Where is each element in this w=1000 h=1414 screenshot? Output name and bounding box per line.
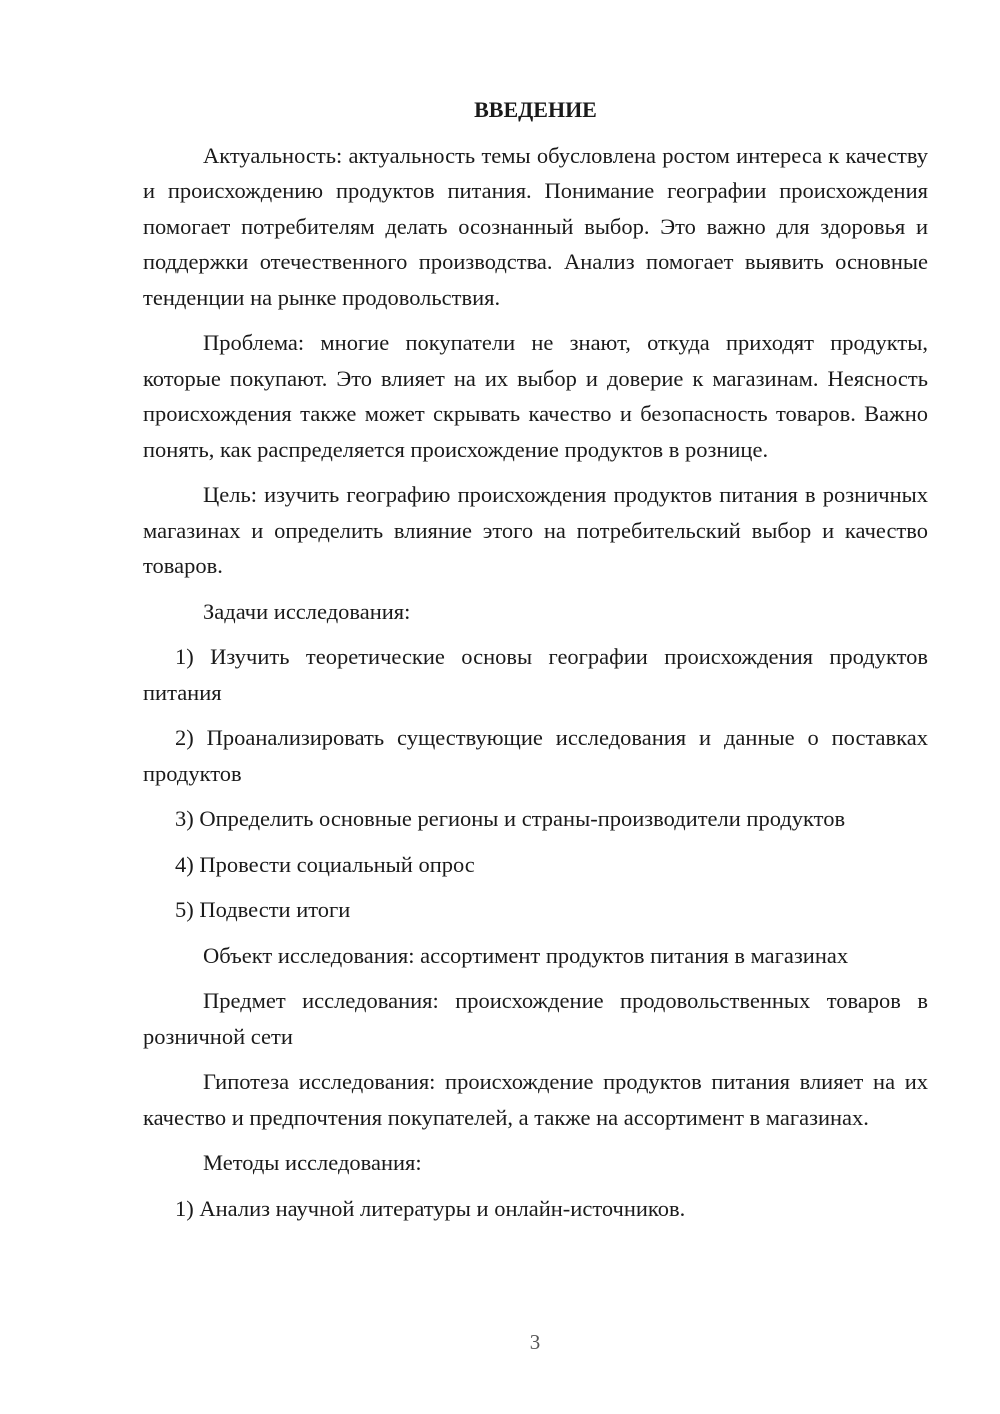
- task-item-4: 4) Провести социальный опрос: [175, 851, 475, 877]
- research-subject: Предмет исследования: происхождение продовольственных товаров в розничной сети: [143, 988, 928, 1049]
- paragraph-relevance: Актуальность: актуальность темы обусловлена ростом интереса к качеству и происхождению продуктов питания. Понимание географии происхождения помогает потребителям делать осознанный выбор. Это важно для здоровья и поддержки отечественного производства. Анализ помогает выявить основные тенденции на рынке продовольствия.: [143, 142, 928, 310]
- paragraph-problem: Проблема: многие покупатели не знают, откуда приходят продукты, которые покупают. Это влияет на их выбор и доверие к магазинам. Неясность происхождения также может скрывать качество и безопасность товаров. Важно понять, как распределяется происхождение продуктов в рознице.: [143, 330, 928, 462]
- task-item-3: 3) Определить основные регионы и страны-производители продуктов: [175, 806, 846, 831]
- task-item-1: 1) Изучить теоретические основы географии происхождения продуктов питания: [143, 644, 928, 705]
- methods-heading: Методы исследования:: [203, 1150, 422, 1175]
- paragraph-goal: Цель: изучить географию происхождения продуктов питания в розничных магазинах и определить влияние этого на потребительский выбор и качество товаров.: [143, 482, 928, 578]
- task-item-5: 5) Подвести итоги: [175, 897, 351, 922]
- tasks-heading: Задачи исследования:: [203, 598, 411, 624]
- task-item-2: 2) Проанализировать существующие исследования и данные о поставках продуктов: [143, 725, 928, 786]
- document-page: [143, 92, 928, 1236]
- document-title: ВВЕДЕНИЕ: [474, 97, 597, 122]
- research-object: Объект исследования: ассортимент продуктов питания в магазинах: [203, 942, 849, 968]
- page-number: 3: [529, 1330, 541, 1354]
- method-item-1: 1) Анализ научной литературы и онлайн-источников.: [175, 1195, 686, 1221]
- research-hypothesis: Гипотеза исследования: происхождение продуктов питания влияет на их качество и предпочтения покупателей, а также на ассортимент в магазинах.: [143, 1069, 928, 1130]
